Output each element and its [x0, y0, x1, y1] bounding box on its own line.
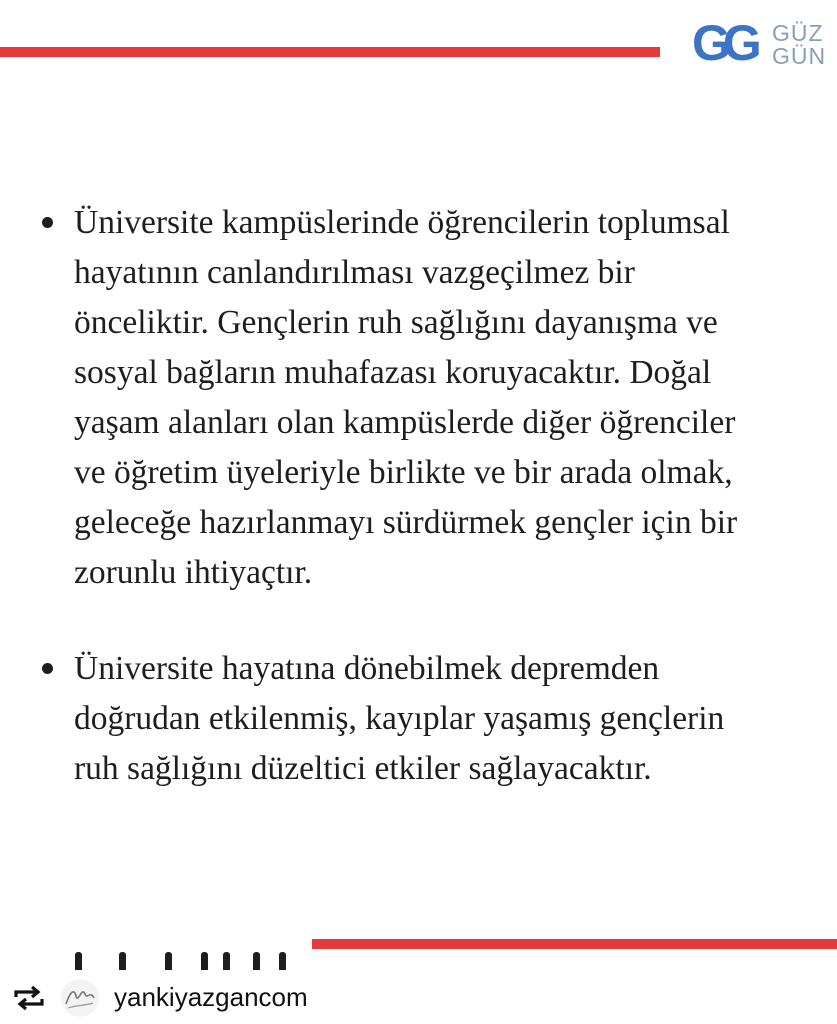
repost-bar [0, 970, 837, 1024]
bullet-line: ruh sağlığını düzeltici etkiler sağlayacaktır. [74, 750, 652, 787]
bullet-list [38, 198, 828, 794]
bullet-dot-icon [42, 217, 53, 228]
bullet-item [38, 198, 828, 598]
bullet-line: geleceğe hazırlanmayı sürdürmek gençler için bir [74, 504, 738, 541]
bullet-line: hayatının canlandırılması vazgeçilmez bir [74, 254, 635, 291]
bottom-accent-bar [312, 939, 837, 949]
bullet-line: önceliktir. Gençlerin ruh sağlığını dayanışma ve [74, 304, 718, 341]
logo-mark: GG [692, 15, 754, 71]
bullet-line: Üniversite hayatına dönebilmek depremden [74, 650, 660, 687]
repost-username[interactable]: yankiyazgancom [114, 982, 308, 1012]
bullet-line: zorunlu ihtiyaçtır. [74, 554, 313, 591]
brand-logo [692, 14, 837, 74]
logo-word-line2: GÜN [772, 43, 827, 69]
bullet-dot-icon [42, 663, 53, 674]
bullet-line: yaşam alanları olan kampüslerde diğer öğrenciler [74, 404, 736, 441]
logo-word-line1: GÜZ [772, 20, 824, 46]
bullet-line: Üniversite kampüslerinde öğrencilerin toplumsal [74, 204, 730, 241]
bullet-line: sosyal bağların muhafazası koruyacaktır. Doğal [74, 354, 712, 391]
top-accent-bar [0, 47, 660, 57]
bullet-item [38, 644, 828, 794]
bullet-line: doğrudan etkilenmiş, kayıplar yaşamış gençlerin [74, 700, 725, 737]
repost-icon[interactable] [12, 985, 46, 1011]
signature-avatar-icon[interactable] [60, 978, 100, 1018]
cropped-text-fragment [73, 950, 333, 970]
bullet-line: ve öğretim üyeleriyle birlikte ve bir arada olmak, [74, 454, 733, 491]
